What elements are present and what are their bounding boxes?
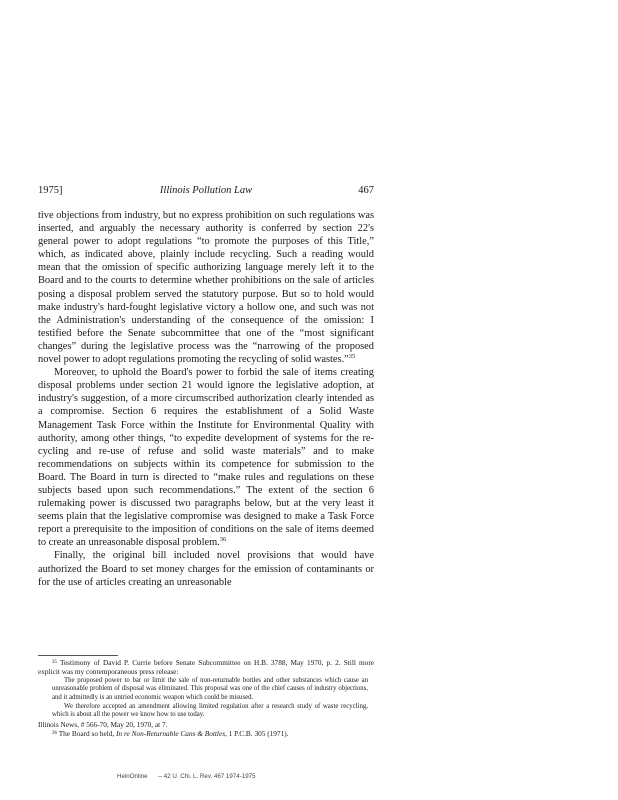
header-year: 1975] — [38, 185, 63, 196]
footnote-35-quote-1: The proposed power to bar or limit the sale of non-returnable bottles and other substances which cause an unreasonable problem of disposal was eliminated. This proposal was one of the chief causes of industry objections, and it admittedly is an untried economic weapon which could be misused. — [52, 676, 368, 701]
footnotes — [38, 658, 374, 739]
footnote-35-citation: Illinois News, # 566-70, May 20, 1970, at 7. — [38, 720, 168, 730]
footnote-36-lead: The Board so held, — [58, 729, 115, 739]
footer-source: HeinOnline — [117, 773, 148, 780]
footnote-36-case-name: In re Non-Returnable Cans & Bottles, — [116, 729, 227, 739]
paragraph-3-text: Finally, the original bill included novel provisions that would have authorized the Board to set money charges for the emission of contaminants or for the use of articles creating an unreasonable — [38, 550, 374, 588]
footnote-35-quote-2: We therefore accepted an amendment allowing limited regulation after a research study of waste recycling, which is about all the power we know how to use today. — [52, 702, 368, 719]
footnote-36 — [38, 729, 374, 738]
paragraph-2 — [38, 366, 374, 549]
footnote-36-reporter: 1 P.C.B. 305 (1971). — [228, 729, 289, 739]
footnote-35-text: Testimony of David P. Currie before Senate Subcommittee on H.B. 3788, May 1970, p. 2. Still more explicit was my contemporaneous press release: — [38, 658, 374, 677]
running-header — [38, 185, 374, 199]
footnote-divider — [38, 655, 118, 656]
header-title: Illinois Pollution Law — [159, 185, 253, 196]
paragraph-2-text: Moreover, to uphold the Board's power to forbid the sale of items creating disposal problems under section 21 would ignore the legislative adoption, at industry's suggestion, of a more circumscribed authorization clearly intended as a compromise. Section 6 requires the establishment of a Solid Waste Management Task Force within the Institute for Environmental Quality with authority, among other things, “to expedite development of systems for the re-cycling and re-use of refuse and solid waste materials” and to make recommendations on subjects within its competence for submission to the Board. The Board in turn is directed to “make rules and regulations on these subjects based upon such recommendations.” The extent of the section 6 rulemaking power is discussed two paragraphs below, but at the very least it seems plain that the legislative compromise was designed to make a Task Force report a prerequisite to the imposition of conditions on the sale of items deemed to create an unreasonable disposal problem. — [38, 367, 374, 549]
footnote-35-number: 35 — [52, 660, 57, 665]
footnote-ref-36: 36 — [219, 536, 227, 544]
body-text — [38, 209, 374, 589]
footer-cite: -- 42 U. Chi. L. Rev. 467 1974-1975 — [157, 773, 256, 780]
page-number: 467 — [358, 185, 374, 196]
paragraph-3 — [38, 549, 374, 588]
footnote-35 — [38, 658, 374, 677]
page-footer — [117, 773, 256, 780]
paragraph-1-text: tive objections from industry, but no express prohibition on such regulations was inserted, and arguably the necessary authority is conferred by section 22's general power to adopt regulations “to promote the purposes of this Title,” which, as indicated above, plainly include recycling. Such a reading would mean that the omission of specific authorizing language merely left it to the Board and to the courts to determine whether prohibitions on the sale of articles posing a disposal problem served the statutory purpose. But so to hold would make industry's hard-fought legislative victory a hollow one, and such was not the Administration's understanding of the consequence of the omission: I testified before the Senate subcommittee that one of the “most significant changes” during the legislative process was the “narrowing of the proposed novel power to adopt regulations promoting the recycling of solid wastes.” — [38, 210, 374, 366]
footnote-36-number: 36 — [52, 731, 57, 737]
paragraph-1 — [38, 209, 374, 366]
footnote-ref-35: 35 — [348, 353, 356, 361]
